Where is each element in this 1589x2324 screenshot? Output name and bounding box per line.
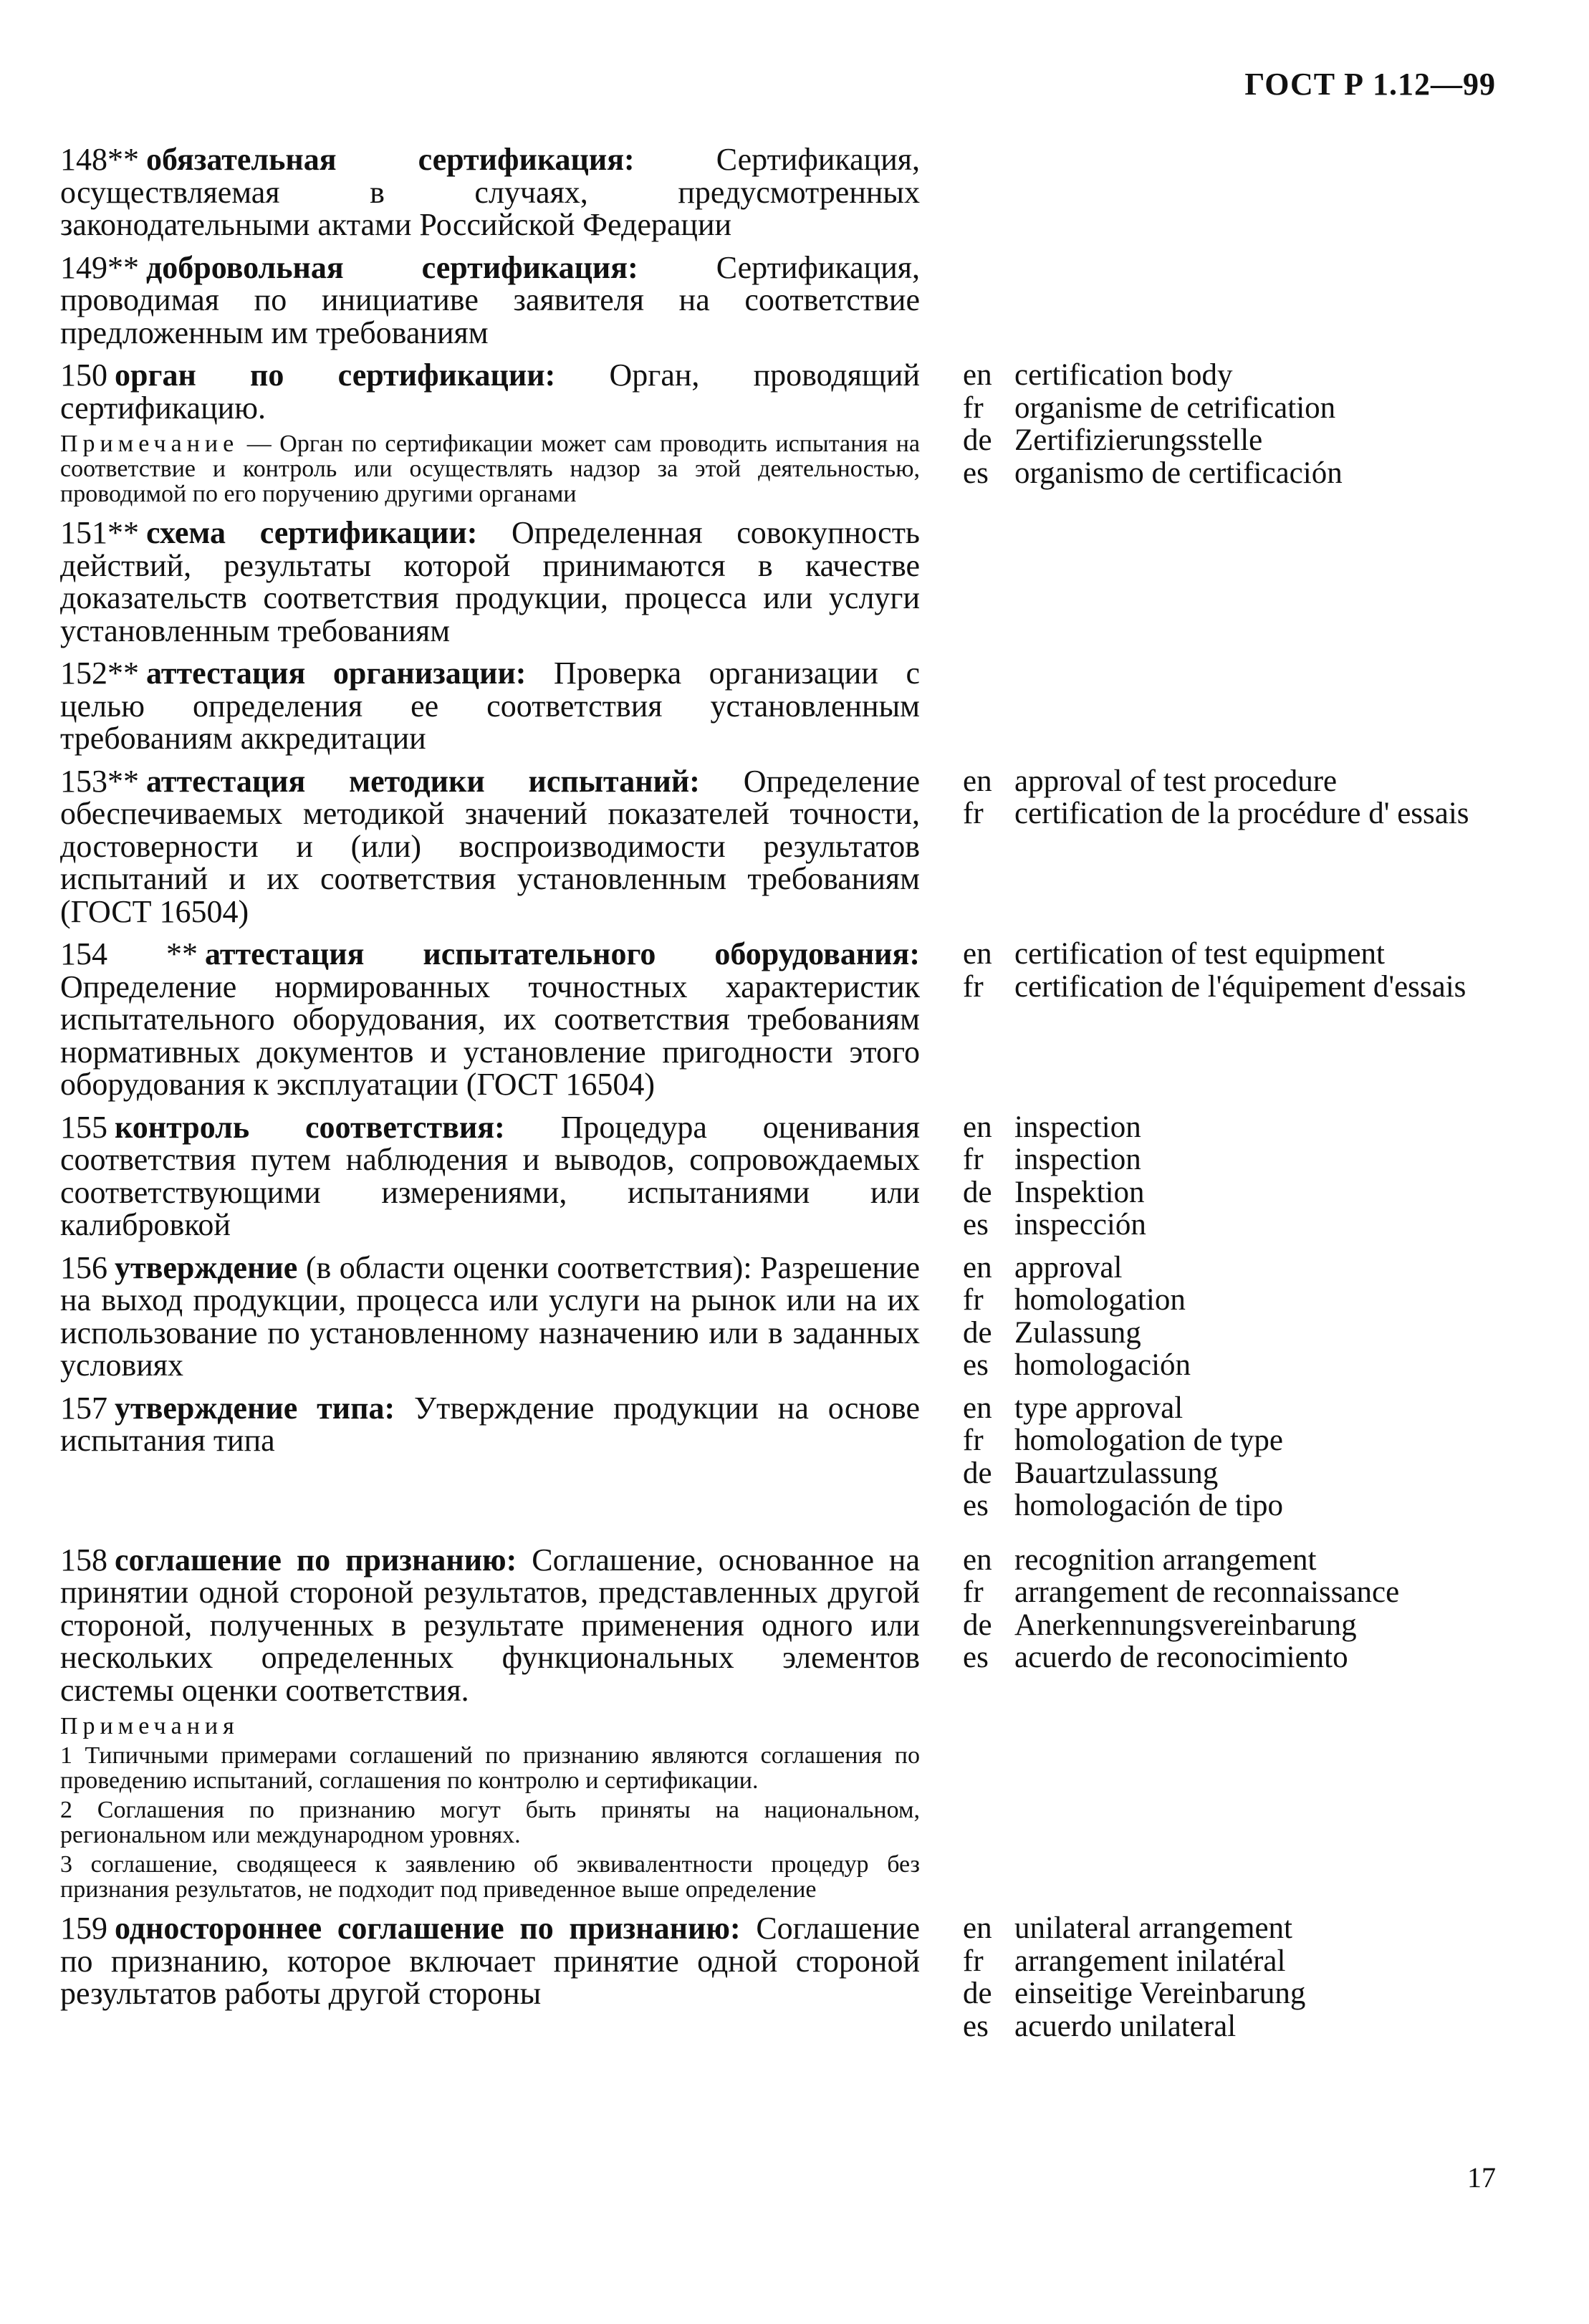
translation-row — [963, 392, 1486, 425]
lang-code: fr — [963, 797, 984, 830]
entry-number: 156 — [60, 1249, 107, 1285]
notes-title: Примечания — [60, 1713, 239, 1739]
translation-text: inspection — [1014, 1110, 1141, 1144]
entry-text: Утверждение продукции на основе испытания типа — [60, 1390, 920, 1458]
term-entry — [60, 657, 1500, 755]
lang-code: en — [963, 358, 992, 392]
entry-translations — [963, 1111, 1486, 1242]
lang-code: en — [963, 764, 992, 798]
entry-text: Сертификация, осуществляемая в случаях, предусмотренных законодательными актами Российской Федерации — [60, 142, 920, 242]
translation-text: organisme de cetrification — [1014, 390, 1336, 425]
entry-translations — [963, 765, 1486, 830]
entry-term: схема сертификации: — [146, 515, 478, 550]
lang-code: es — [963, 1348, 989, 1382]
translation-text: unilateral arrangement — [1014, 1911, 1292, 1945]
entry-text: Определение обеспечиваемых методикой значений показателей точности, достоверности и (или) воспроизводимости результатов испытаний и их соответствия установленным требованиям (ГОСТ 16504) — [60, 763, 920, 929]
entry-translations — [963, 359, 1486, 489]
translation-text: homologación — [1014, 1348, 1191, 1382]
translation-row — [963, 1457, 1486, 1490]
translation-row — [963, 938, 1486, 971]
translation-row — [963, 1143, 1486, 1176]
translation-row — [963, 1945, 1486, 1978]
translation-row — [963, 1641, 1486, 1674]
entry-text: Сертификация, проводимая по инициативе заявителя на соответствие предложенным им требованиям — [60, 249, 920, 350]
entry-term: утверждение — [115, 1249, 298, 1285]
translation-text: certification body — [1014, 358, 1233, 392]
term-entry — [60, 251, 1500, 350]
lang-code: es — [963, 2009, 989, 2043]
translation-row — [963, 971, 1486, 1004]
translation-row — [963, 1284, 1486, 1317]
translation-text: recognition arrangement — [1014, 1542, 1317, 1577]
entry-definition — [60, 657, 920, 755]
entry-term: одностороннее соглашение по признанию: — [115, 1911, 741, 1946]
lang-code: fr — [963, 1944, 984, 1978]
lang-code: fr — [963, 1143, 984, 1176]
entry-term: орган по сертификации: — [115, 357, 556, 393]
entry-number: 153** — [60, 763, 139, 799]
entry-term: соглашение по признанию: — [115, 1542, 517, 1578]
translation-text: arrangement de reconnaissance — [1014, 1575, 1400, 1609]
translation-text: certification of test equipment — [1014, 937, 1386, 971]
lang-code: es — [963, 1489, 989, 1522]
entry-term: аттестация методики испытаний: — [146, 763, 700, 799]
translation-row — [963, 1176, 1486, 1209]
translation-row — [963, 457, 1486, 490]
translation-row — [963, 359, 1486, 392]
lang-code: de — [963, 1977, 992, 2010]
term-entry — [60, 765, 1500, 928]
page-header: ГОСТ Р 1.12—99 — [1244, 67, 1496, 102]
lang-code: de — [963, 1175, 992, 1209]
entry-definition — [60, 359, 920, 506]
entry-text: Соглашение, основанное на принятии одной стороной результатов, представленных другой стороной, полученных в результате применения одного или нескольких определенных функциональных элементов системы оценки соответствия. — [60, 1542, 921, 1708]
note-item: 3 соглашение, сводящееся к заявлению об эквивалентности процедур без признания результатов, не подходит под приведенное выше определение — [60, 1851, 920, 1903]
entry-term: контроль соответствия: — [115, 1109, 505, 1145]
translation-text: acuerdo unilateral — [1014, 2009, 1237, 2043]
translation-text: arrangement inilatéral — [1014, 1944, 1286, 1978]
translation-text: Bauartzulassung — [1014, 1456, 1219, 1490]
translation-row — [963, 1424, 1486, 1457]
entry-definition — [60, 938, 920, 1101]
translation-row — [963, 1576, 1486, 1609]
entry-definition — [60, 251, 920, 350]
translation-row — [963, 1609, 1486, 1642]
translation-row — [963, 2010, 1486, 2043]
lang-code: en — [963, 1391, 992, 1425]
translation-text: homologation de type — [1014, 1423, 1283, 1457]
entry-number: 154 ** — [60, 936, 198, 971]
lang-code: es — [963, 1641, 989, 1674]
translation-row — [963, 1392, 1486, 1425]
translation-row — [963, 765, 1486, 798]
entry-text: (в области оценки соответствия): Разрешение на выход продукции, процесса или услуги на рынок или на их использование по установленному назначению или в заданных условиях — [60, 1249, 920, 1383]
entry-text: Соглашение по признанию, которое включает принятие одной стороной результатов работы другой стороны — [60, 1911, 920, 2011]
entry-definition — [60, 143, 920, 241]
translation-row — [963, 1912, 1486, 1945]
translation-text: Zulassung — [1014, 1315, 1141, 1350]
translation-row — [963, 797, 1486, 830]
lang-code: en — [963, 1542, 992, 1577]
entry-definition — [60, 765, 920, 928]
term-entry — [60, 1111, 1500, 1242]
note-item: 1 Типичными примерами соглашений по признанию являются соглашения по проведению испытаний, соглашения по контролю и сертификации. — [60, 1742, 920, 1794]
entry-number: 152** — [60, 656, 139, 691]
term-entry — [60, 1912, 1500, 2042]
translation-text: Inspektion — [1014, 1175, 1145, 1209]
translation-text: Anerkennungsvereinbarung — [1014, 1608, 1357, 1642]
lang-code: fr — [963, 1575, 984, 1609]
translation-text: type approval — [1014, 1391, 1184, 1425]
translation-text: homologation — [1014, 1283, 1186, 1317]
translation-text: certification de l'équipement d'essais — [1014, 969, 1466, 1004]
translation-text: approval of test procedure — [1014, 764, 1338, 798]
translation-row — [963, 1544, 1486, 1577]
lang-code: en — [963, 1110, 992, 1144]
entry-number: 151** — [60, 515, 139, 550]
lang-code: fr — [963, 1283, 984, 1317]
translation-row — [963, 1489, 1486, 1522]
entry-number: 155 — [60, 1109, 107, 1145]
translation-row — [963, 424, 1486, 457]
lang-code: de — [963, 423, 992, 457]
note-item: 2 Соглашения по признанию могут быть приняты на национальном, региональном или международном уровнях. — [60, 1797, 920, 1848]
entry-text: Определенная совокупность действий, результаты которой принимаются в качестве доказательств соответствия продукции, процесса или услуги установленным требованиям — [60, 515, 920, 648]
entry-text: Орган, проводящий сертификацию. — [60, 357, 920, 426]
translation-text: inspección — [1014, 1208, 1146, 1242]
lang-code: en — [963, 1911, 992, 1945]
entry-term: аттестация организации: — [146, 656, 527, 691]
translation-text: Zertifizierungsstelle — [1014, 423, 1263, 457]
term-entry — [60, 1544, 1500, 1903]
lang-code: es — [963, 456, 989, 490]
entry-number: 149** — [60, 249, 139, 285]
translation-text: einseitige Vereinbarung — [1014, 1977, 1306, 2010]
lang-code: de — [963, 1608, 992, 1642]
translation-text: homologación de tipo — [1014, 1489, 1283, 1522]
note-text: — Орган по сертификации может сам проводить испытания на соответствие и контроль или осуществлять надзор за этой деятельностью, проводимой по его поручению другими органами — [60, 431, 920, 507]
entry-translations — [963, 1544, 1486, 1674]
term-entry — [60, 1392, 1500, 1522]
note-title: Примечание — [60, 431, 239, 457]
lang-code: de — [963, 1315, 992, 1350]
entry-note — [60, 431, 920, 506]
translation-text: acuerdo de reconocimiento — [1014, 1641, 1348, 1674]
entry-term: утверждение типа: — [115, 1390, 395, 1426]
entry-definition — [60, 517, 920, 647]
lang-code: fr — [963, 390, 984, 425]
translation-text: approval — [1014, 1250, 1123, 1285]
translation-row — [963, 1111, 1486, 1144]
entry-notes — [60, 1714, 920, 1902]
lang-code: fr — [963, 1423, 984, 1457]
translation-row — [963, 1317, 1486, 1350]
translation-row — [963, 1349, 1486, 1382]
entry-definition — [60, 1912, 920, 2010]
entry-number: 157 — [60, 1390, 107, 1426]
lang-code: de — [963, 1456, 992, 1490]
term-list — [60, 143, 1500, 2052]
entry-number: 150 — [60, 357, 107, 393]
entry-text: Определение нормированных точностных характеристик испытательного оборудования, их соответствия требованиям нормативных документов и установление пригодности этого оборудования к эксплуатации (ГОСТ 16504) — [60, 969, 920, 1102]
lang-code: fr — [963, 969, 984, 1004]
term-entry — [60, 517, 1500, 647]
entry-text: Процедура оценивания соответствия путем наблюдения и выводов, сопровождаемых соответствующими измерениями, испытаниями или калибровкой — [60, 1109, 920, 1242]
entry-definition — [60, 1392, 920, 1457]
term-entry — [60, 938, 1500, 1101]
entry-definition — [60, 1544, 920, 1903]
entry-text: Проверка организации с целью определения ее соответствия установленным требованиям аккредитации — [60, 656, 921, 756]
entry-definition — [60, 1111, 920, 1242]
entry-term: аттестация испытательного оборудования: — [205, 936, 920, 971]
entry-number: 158 — [60, 1542, 107, 1578]
lang-code: es — [963, 1208, 989, 1242]
entry-term: обязательная сертификация: — [146, 142, 635, 177]
entry-translations — [963, 1392, 1486, 1522]
translation-text: certification de la procédure d' essais — [1014, 797, 1469, 830]
entry-number: 159 — [60, 1911, 107, 1946]
translation-text: organismo de certificación — [1014, 456, 1343, 490]
term-entry — [60, 143, 1500, 241]
entry-translations — [963, 1912, 1486, 2042]
translation-row — [963, 1977, 1486, 2010]
translation-row — [963, 1209, 1486, 1242]
entry-translations — [963, 938, 1486, 1003]
lang-code: en — [963, 1250, 992, 1285]
entry-number: 148** — [60, 142, 139, 177]
page-number: 17 — [1467, 2161, 1496, 2194]
term-entry — [60, 1249, 1500, 1383]
translation-row — [963, 1252, 1486, 1285]
entry-definition — [60, 1249, 920, 1383]
entry-translations — [963, 1252, 1486, 1382]
entry-term: добровольная сертификация: — [146, 249, 638, 285]
lang-code: en — [963, 937, 992, 971]
term-entry — [60, 359, 1500, 506]
translation-text: inspection — [1014, 1143, 1141, 1176]
